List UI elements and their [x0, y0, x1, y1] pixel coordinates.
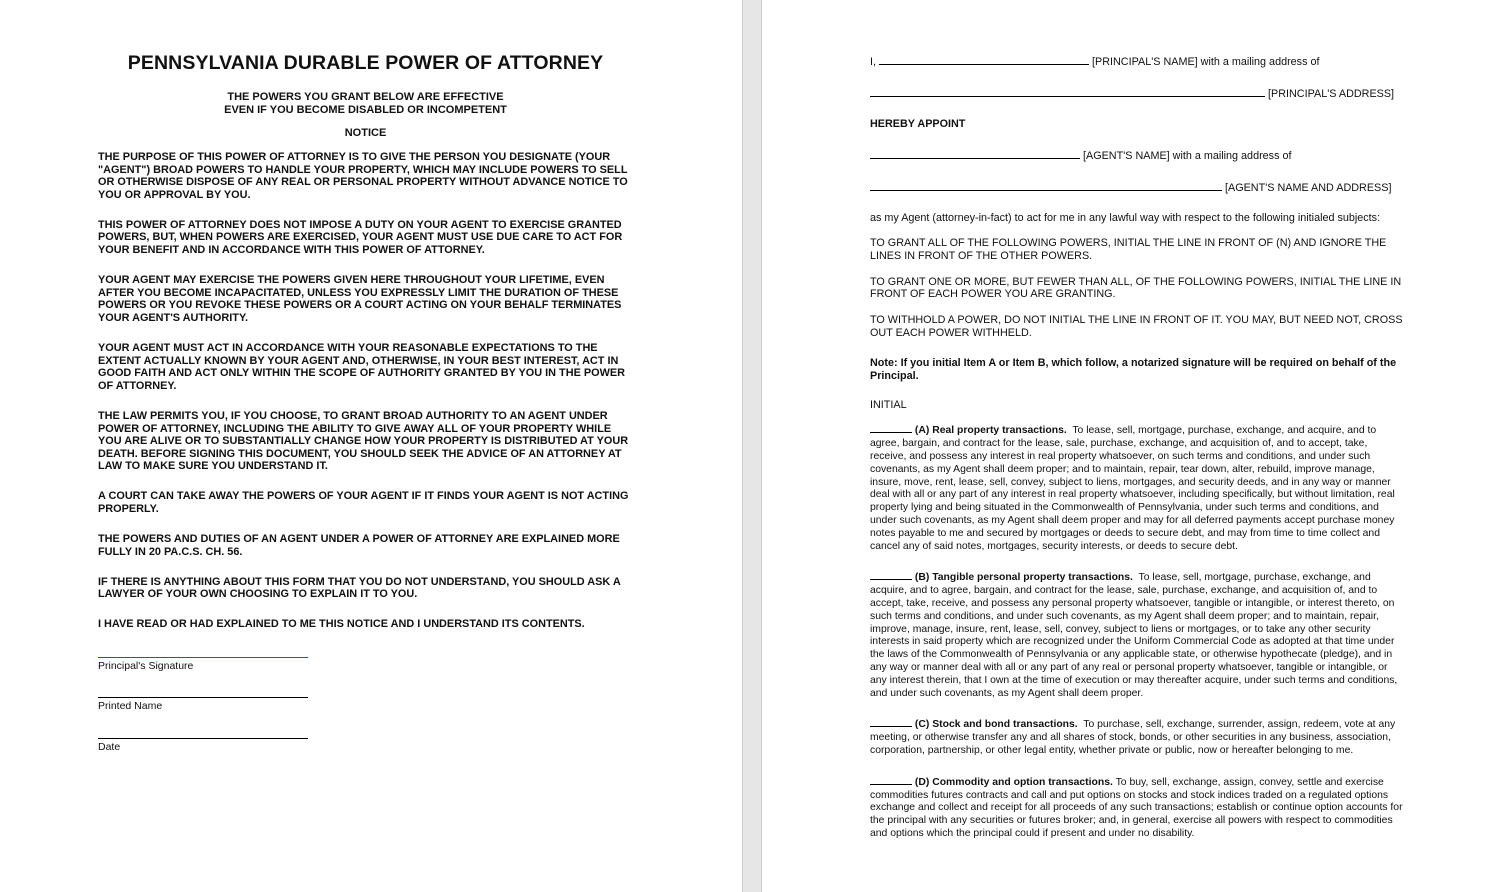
power-item-d: [870, 775, 1405, 841]
hereby-appoint: HEREBY APPOINT: [870, 118, 966, 130]
subtitle-line-2: EVEN IF YOU BECOME DISABLED OR INCOMPETENT: [224, 104, 507, 116]
signature-block: [98, 635, 633, 754]
instruction-paragraph: TO WITHHOLD A POWER, DO NOT INITIAL THE LINE IN FRONT OF IT. YOU MAY, BUT NEED NOT, CROSS OUT EACH POWER WITHHELD.: [870, 314, 1403, 339]
notice-heading: NOTICE: [344, 127, 387, 139]
document-page-right: [762, 0, 1492, 892]
notarization-note: Note: If you initial Item A or Item B, which follow, a notarized signature will be required on behalf of the Principal.: [870, 356, 1397, 382]
notice-paragraph: THE LAW PERMITS YOU, IF YOU CHOOSE, TO GRANT BROAD AUTHORITY TO AN AGENT UNDER POWER OF ATTORNEY, INCLUDING THE ABILITY TO GIVE AWAY ALL OF YOUR PROPERTY WHILE YOU ARE ALIVE OR TO SUBSTANTIALLY CHANGE HOW YOUR PROPERTY IS DISTRIBUTED AT YOUR DEATH. BEFORE SIGNING THIS DOCUMENT, YOU SHOULD SEEK THE ADVICE OF AN ATTORNEY AT LAW TO MAKE SURE YOU UNDERSTAND IT.: [98, 409, 629, 473]
notice-paragraph: A COURT CAN TAKE AWAY THE POWERS OF YOUR AGENT IF IT FINDS YOUR AGENT IS NOT ACTING PROPERLY.: [98, 490, 629, 515]
printed-name-line[interactable]: [98, 675, 308, 698]
principal-signature-label: Principal's Signature: [98, 660, 194, 673]
item-a-body: To lease, sell, mortgage, purchase, exchange, and acquire, and to agree, bargain, and contract for the lease, sale, purchase, exchange, and acquisition of, and to accept, take, receive, and possess any interest in real property whatsoever, on such terms and conditions, and under such covenants, as my Agent shall deem proper; and to maintain, repair, tear down, alter, rebuild, improve manage, insure, move, rent, lease, sell, convey, subject to liens, mortgages, and security deeds, and in any way or manner deal with all or any part of any interest in real property whatsoever, including specifically, but without limitation, real property lying and being situated in the Commonwealth of Pennsylvania, under such terms and conditions, and under such covenants, as my Agent shall deem proper and may for all deferred payments accept purchase money notes payable to me and secured by mortgages or deeds to secure debt, and may from time to time collect and cancel any of said notes, mortgages, security interests, or deeds to secure debt.: [870, 425, 1395, 552]
item-b-body: To lease, sell, mortgage, purchase, exchange, and acquire, and to agree, bargain, and contract for the lease, sale, purchase, exchange, and acquisition of, and to accept, take, receive, and possess any personal property whatsoever, tangible or intangible, or interest thereto, on such terms and conditions, and under such covenants, as my Agent shall deem proper; and to maintain, repair, improve, manage, insure, rent, lease, sell, convey, subject to liens or mortgages, or to take any other security interests in said property which are recognized under the Uniform Commercial Code as adopted at that time under the laws of the Commonwealth of Pennsylvania or any applicable state, or otherwise hypothecate (pledge), and in any way or manner deal with all or any part of any real or personal property whatsoever, tangible or intangible, or any interest therein, that I own at the time of execution or may thereafter acquire, under such terms and conditions, and under such covenants, as my Agent shall deem proper.: [870, 572, 1398, 699]
principal-address-suffix: [PRINCIPAL'S ADDRESS]: [1268, 88, 1395, 100]
principal-name-row: [870, 54, 1405, 69]
initial-blank-d[interactable]: [870, 775, 912, 785]
notice-paragraph: I HAVE READ OR HAD EXPLAINED TO ME THIS NOTICE AND I UNDERSTAND ITS CONTENTS.: [98, 618, 585, 631]
notice-paragraph: IF THERE IS ANYTHING ABOUT THIS FORM THAT YOU DO NOT UNDERSTAND, YOU SHOULD ASK A LAWYER OF YOUR OWN CHOOSING TO EXPLAIN IT TO YOU.: [98, 575, 621, 601]
agent-name-blank[interactable]: [870, 148, 1080, 159]
power-item-a: [870, 423, 1405, 553]
item-b-heading: (B) Tangible personal property transactions.: [914, 572, 1133, 584]
subtitle-line-1: THE POWERS YOU GRANT BELOW ARE EFFECTIVE: [227, 91, 504, 103]
agent-address-suffix: [AGENT'S NAME AND ADDRESS]: [1225, 182, 1392, 194]
agent-address-blank[interactable]: [870, 180, 1222, 191]
notice-paragraph: THIS POWER OF ATTORNEY DOES NOT IMPOSE A DUTY ON YOUR AGENT TO EXERCISE GRANTED POWERS, BUT, WHEN POWERS ARE EXERCISED, YOUR AGENT MUST USE DUE CARE TO ACT FOR YOUR BENEFIT AND IN ACCORDANCE WITH THIS POWER OF ATTORNEY.: [98, 218, 623, 257]
principal-name-suffix: [PRINCIPAL'S NAME] with a mailing address of: [1092, 56, 1320, 68]
initial-blank-a[interactable]: [870, 423, 912, 433]
principal-prefix: I,: [870, 56, 876, 68]
printed-name-label: Printed Name: [98, 700, 163, 713]
instruction-paragraph: TO GRANT ALL OF THE FOLLOWING POWERS, INITIAL THE LINE IN FRONT OF (N) AND IGNORE THE LINES IN FRONT OF THE OTHER POWERS.: [870, 237, 1387, 262]
item-a-heading: (A) Real property transactions.: [914, 425, 1067, 437]
notice-section: [98, 52, 633, 754]
notice-paragraph: THE PURPOSE OF THIS POWER OF ATTORNEY IS TO GIVE THE PERSON YOU DESIGNATE (YOUR "AGENT") BROAD POWERS TO HANDLE YOUR PROPERTY, WHICH MAY INCLUDE POWERS TO SELL OR OTHERWISE DISPOSE OF ANY REAL OR PERSONAL PROPERTY WITHOUT ADVANCE NOTICE TO YOU OR APPROVAL BY YOU.: [98, 151, 628, 201]
instruction-paragraph: TO GRANT ONE OR MORE, BUT FEWER THAN ALL, OF THE FOLLOWING POWERS, INITIAL THE LINE IN FRONT OF EACH POWER YOU ARE GRANTING.: [870, 275, 1402, 301]
agent-name-suffix: [AGENT'S NAME] with a mailing address of: [1083, 150, 1292, 162]
principal-name-blank[interactable]: [879, 54, 1089, 65]
power-item-c: [870, 717, 1405, 757]
document-page-left: [0, 0, 742, 892]
principal-signature-line[interactable]: [98, 635, 308, 658]
notice-paragraph: THE POWERS AND DUTIES OF AN AGENT UNDER A POWER OF ATTORNEY ARE EXPLAINED MORE FULLY IN 20 PA.C.S. CH. 56.: [98, 533, 620, 558]
principal-address-blank[interactable]: [870, 86, 1265, 97]
power-item-b: [870, 570, 1405, 700]
item-c-heading: (C) Stock and bond transactions.: [914, 719, 1078, 731]
item-d-body: To buy, sell, exchange, assign, convey, settle and exercise commodities futures contracts and call and put options on stocks and stock indices traded on a regulated options exchange and collect and receipt for all proceeds of any such transactions; establish or continue option accounts for the principal with any securities or futures broker; and, in general, exercise all powers with respect to commodities and options which the principal could if present and under no disability.: [870, 776, 1403, 839]
notice-paragraph: YOUR AGENT MUST ACT IN ACCORDANCE WITH YOUR REASONABLE EXPECTATIONS TO THE EXTENT ACTUALLY KNOWN BY YOUR AGENT AND, OTHERWISE, IN YOUR BEST INTEREST, ACT IN GOOD FAITH AND ACT ONLY WITHIN THE SCOPE OF AUTHORITY GRANTED BY YOU IN THE POWER OF ATTORNEY.: [98, 342, 626, 392]
agent-intro: as my Agent (attorney-in-fact) to act for me in any lawful way with respect to the following initialed subjects:: [870, 212, 1381, 224]
principal-address-row: [870, 86, 1405, 101]
initial-label: INITIAL: [870, 399, 907, 412]
initial-blank-b[interactable]: [870, 570, 912, 580]
item-d-heading: (D) Commodity and option transactions.: [914, 776, 1113, 788]
notice-paragraph: YOUR AGENT MAY EXERCISE THE POWERS GIVEN HERE THROUGHOUT YOUR LIFETIME, EVEN AFTER YOU BECOME INCAPACITATED, UNLESS YOU EXPRESSLY LIMIT THE DURATION OF THESE POWERS OR YOU REVOKE THESE POWERS OR A COURT ACTING ON YOUR BEHALF TERMINATES YOUR AGENT'S AUTHORITY.: [98, 274, 622, 324]
page-gutter: [742, 0, 762, 892]
initial-blank-c[interactable]: [870, 717, 912, 727]
agent-name-row: [870, 148, 1405, 163]
agent-address-row: [870, 180, 1405, 195]
item-c-body: To purchase, sell, exchange, surrender, assign, redeem, vote at any meeting, or otherwise transfer any and all shares of stock, bonds, or other securities in any business, association, corporation, partnership, or other legal entity, whether private or public, now or hereafter belonging to me.: [870, 719, 1396, 756]
document-title: PENNSYLVANIA DURABLE POWER OF ATTORNEY: [127, 52, 604, 74]
date-line[interactable]: [98, 716, 308, 739]
appointment-section: [870, 54, 1405, 858]
date-label: Date: [98, 741, 121, 754]
